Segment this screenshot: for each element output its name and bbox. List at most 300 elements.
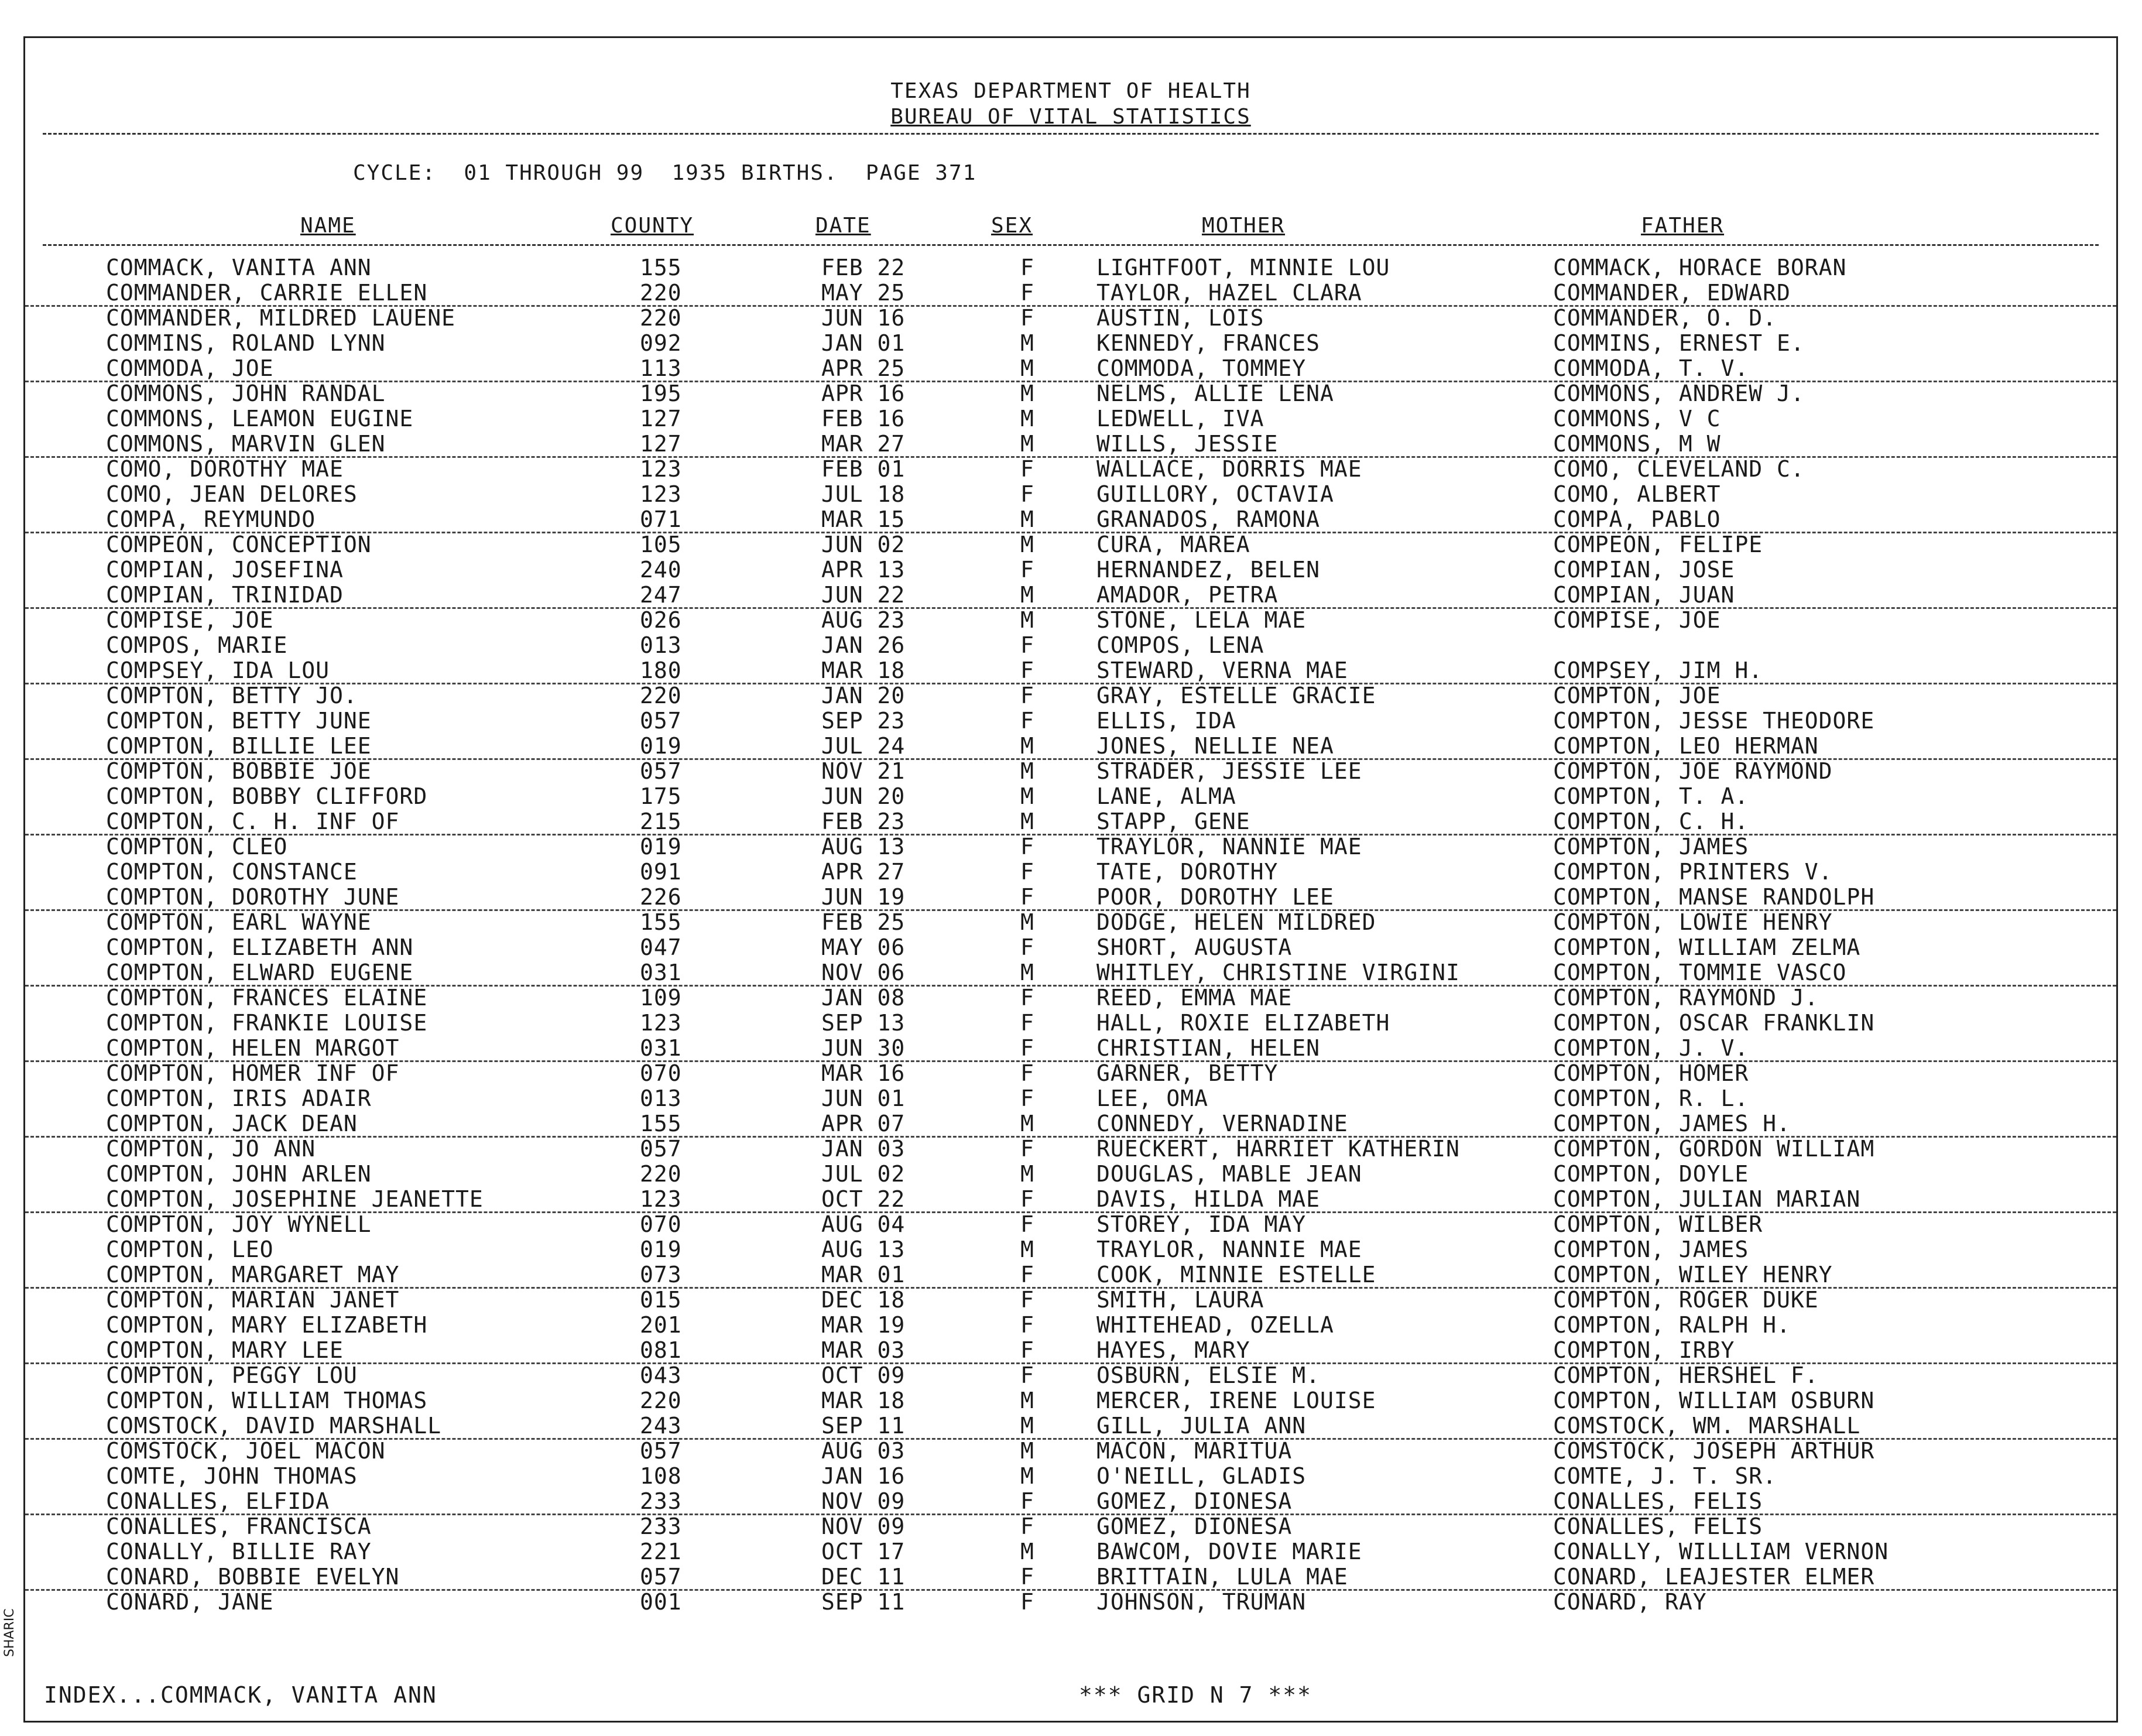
cell-father: COMPTON, GORDON WILLIAM: [1553, 1136, 1875, 1162]
table-row: [25, 305, 2116, 330]
cell-father: COMPTON, ROGER DUKE: [1553, 1287, 1819, 1313]
cell-county: 127: [640, 431, 682, 457]
cell-father: COMMONS, ANDREW J.: [1553, 381, 1805, 406]
cell-father: COMO, CLEVELAND C.: [1553, 456, 1805, 482]
cell-mother: WHITLEY, CHRISTINE VIRGINI: [1096, 960, 1460, 985]
table-row: [25, 1237, 2116, 1262]
cell-sex: F: [1020, 632, 1034, 658]
table-row: [25, 658, 2116, 684]
table-row: [25, 481, 2116, 506]
table-row: [25, 783, 2116, 809]
header-subtitle: BUREAU OF VITAL STATISTICS: [890, 105, 1251, 129]
cell-mother: LEE, OMA: [1096, 1086, 1209, 1111]
cell-county: 243: [640, 1413, 682, 1439]
cell-mother: JONES, NELLIE NEA: [1096, 733, 1334, 759]
cell-name: COMPTON, HELEN MARGOT: [106, 1035, 400, 1061]
cell-date: JUN 22: [821, 582, 906, 608]
cell-date: MAR 01: [821, 1262, 906, 1288]
cell-mother: STEWARD, VERNA MAE: [1096, 658, 1348, 683]
cell-name: CONARD, JANE: [106, 1589, 274, 1615]
header-title: TEXAS DEPARTMENT OF HEALTH: [890, 79, 1251, 103]
cell-county: 123: [640, 456, 682, 482]
cell-date: APR 13: [821, 557, 906, 583]
cell-county: 031: [640, 1035, 682, 1061]
cell-county: 057: [640, 1438, 682, 1464]
column-header-mother: MOTHER: [1202, 214, 1286, 238]
cell-sex: F: [1020, 1337, 1034, 1363]
cell-sex: F: [1020, 1287, 1034, 1313]
table-row: [25, 683, 2116, 708]
cell-sex: M: [1020, 1237, 1034, 1262]
cell-sex: F: [1020, 683, 1034, 708]
cell-father: COMPTON, J. V.: [1553, 1035, 1749, 1061]
cell-date: MAR 15: [821, 506, 906, 532]
cell-county: 127: [640, 406, 682, 432]
cell-date: JUL 02: [821, 1161, 906, 1187]
cell-sex: M: [1020, 1413, 1034, 1439]
cell-father: COMSTOCK, WM. MARSHALL: [1553, 1413, 1861, 1439]
cell-mother: GOMEZ, DIONESA: [1096, 1514, 1293, 1539]
cell-father: COMO, ALBERT: [1553, 481, 1721, 507]
cell-mother: JOHNSON, TRUMAN: [1096, 1589, 1307, 1615]
cell-sex: M: [1020, 758, 1034, 784]
table-row: [25, 532, 2116, 557]
cell-date: FEB 01: [821, 456, 906, 482]
cell-date: SEP 23: [821, 708, 906, 734]
cell-name: COMPTON, MARIAN JANET: [106, 1287, 400, 1313]
cell-date: FEB 25: [821, 909, 906, 935]
cell-mother: TAYLOR, HAZEL CLARA: [1096, 280, 1362, 306]
cell-county: 013: [640, 1086, 682, 1111]
cell-sex: F: [1020, 1035, 1034, 1061]
cell-mother: SMITH, LAURA: [1096, 1287, 1264, 1313]
cell-county: 001: [640, 1589, 682, 1615]
cell-father: COMPTON, JAMES: [1553, 1237, 1749, 1262]
cell-name: COMPTON, HOMER INF OF: [106, 1060, 400, 1086]
cell-father: CONARD, RAY: [1553, 1589, 1707, 1615]
table-row: [25, 1060, 2116, 1086]
table-row: [25, 355, 2116, 382]
cell-date: MAY 25: [821, 280, 906, 306]
table-row: [25, 909, 2116, 934]
cell-sex: M: [1020, 330, 1034, 356]
cell-county: 071: [640, 506, 682, 532]
cell-county: 070: [640, 1060, 682, 1086]
cell-county: 091: [640, 859, 682, 885]
cell-date: MAR 18: [821, 1388, 906, 1413]
cell-date: OCT 22: [821, 1186, 906, 1212]
cell-date: JAN 20: [821, 683, 906, 708]
cell-name: COMPTON, BILLIE LEE: [106, 733, 372, 759]
column-header-sex: SEX: [991, 214, 1033, 238]
cell-father: COMPTON, MANSE RANDOLPH: [1553, 884, 1875, 910]
cell-name: COMPTON, MARY LEE: [106, 1337, 344, 1363]
table-row: [25, 1362, 2116, 1388]
cell-name: CONALLY, BILLIE RAY: [106, 1539, 372, 1564]
cell-father: COMPTON, JAMES H.: [1553, 1111, 1791, 1136]
cell-mother: GOMEZ, DIONESA: [1096, 1488, 1293, 1514]
cell-sex: F: [1020, 1262, 1034, 1288]
cell-mother: DODGE, HELEN MILDRED: [1096, 909, 1376, 935]
cell-sex: F: [1020, 884, 1034, 910]
cell-sex: F: [1020, 1211, 1034, 1237]
cell-sex: M: [1020, 809, 1034, 834]
cell-date: APR 27: [821, 859, 906, 885]
cell-county: 109: [640, 985, 682, 1011]
table-row: [25, 1211, 2116, 1237]
cell-county: 215: [640, 809, 682, 834]
cell-sex: F: [1020, 1362, 1034, 1388]
table-row: [25, 1388, 2116, 1413]
cell-mother: WALLACE, DORRIS MAE: [1096, 456, 1362, 482]
cell-name: COMMINS, ROLAND LYNN: [106, 330, 386, 356]
cell-sex: F: [1020, 934, 1034, 960]
cell-mother: POOR, DOROTHY LEE: [1096, 884, 1334, 910]
cell-date: MAR 03: [821, 1337, 906, 1363]
table-row: [25, 431, 2116, 458]
cell-mother: AUSTIN, LOIS: [1096, 305, 1264, 331]
cell-name: COMPTON, C. H. INF OF: [106, 809, 400, 834]
cell-father: COMPTON, WILLIAM OSBURN: [1553, 1388, 1875, 1413]
cell-name: COMPTON, FRANCES ELAINE: [106, 985, 428, 1011]
cell-name: COMPTON, ELWARD EUGENE: [106, 960, 414, 985]
cell-sex: F: [1020, 1564, 1034, 1590]
cell-date: MAR 18: [821, 658, 906, 683]
cell-name: COMPTON, BETTY JO.: [106, 683, 358, 708]
cell-date: APR 07: [821, 1111, 906, 1136]
cell-date: AUG 04: [821, 1211, 906, 1237]
cell-name: COMSTOCK, JOEL MACON: [106, 1438, 386, 1464]
cell-mother: BAWCOM, DOVIE MARIE: [1096, 1539, 1362, 1564]
table-row: [25, 758, 2116, 783]
cell-father: COMPTON, PRINTERS V.: [1553, 859, 1833, 885]
cell-mother: OSBURN, ELSIE M.: [1096, 1362, 1321, 1388]
column-header-divider: [43, 244, 2099, 246]
cell-sex: M: [1020, 1111, 1034, 1136]
cell-father: COMPTON, WILEY HENRY: [1553, 1262, 1833, 1288]
cell-sex: M: [1020, 406, 1034, 432]
cell-mother: STOREY, IDA MAY: [1096, 1211, 1307, 1237]
cell-date: DEC 11: [821, 1564, 906, 1590]
cell-date: SEP 13: [821, 1010, 906, 1036]
cell-name: COMPIAN, JOSEFINA: [106, 557, 344, 583]
cell-county: 180: [640, 658, 682, 683]
cell-name: CONARD, BOBBIE EVELYN: [106, 1564, 400, 1590]
table-row: [25, 330, 2116, 355]
cell-sex: M: [1020, 355, 1034, 381]
cell-county: 233: [640, 1514, 682, 1539]
cell-name: COMPTON, MARY ELIZABETH: [106, 1312, 428, 1338]
table-row: [25, 1136, 2116, 1161]
cell-sex: F: [1020, 456, 1034, 482]
cell-date: FEB 23: [821, 809, 906, 834]
table-row: [25, 934, 2116, 960]
cell-sex: F: [1020, 1186, 1034, 1212]
cell-mother: REED, EMMA MAE: [1096, 985, 1293, 1011]
cell-sex: M: [1020, 1161, 1034, 1187]
cell-date: APR 25: [821, 355, 906, 381]
table-row: [25, 607, 2116, 632]
cell-mother: GILL, JULIA ANN: [1096, 1413, 1307, 1439]
cell-name: COMPIAN, TRINIDAD: [106, 582, 344, 608]
cell-date: JAN 16: [821, 1463, 906, 1489]
cell-sex: M: [1020, 582, 1034, 608]
cell-date: APR 16: [821, 381, 906, 406]
cell-father: COMPTON, HERSHEL F.: [1553, 1362, 1819, 1388]
cell-mother: TRAYLOR, NANNIE MAE: [1096, 834, 1362, 860]
cell-date: JAN 01: [821, 330, 906, 356]
cell-name: COMPTON, FRANKIE LOUISE: [106, 1010, 428, 1036]
document-frame: [23, 36, 2118, 1723]
cell-county: 015: [640, 1287, 682, 1313]
cell-mother: GARNER, BETTY: [1096, 1060, 1279, 1086]
cell-mother: GRAY, ESTELLE GRACIE: [1096, 683, 1376, 708]
cell-county: 226: [640, 884, 682, 910]
table-row: [25, 255, 2116, 280]
table-row: [25, 708, 2116, 733]
cell-sex: F: [1020, 1589, 1034, 1615]
cell-sex: M: [1020, 960, 1034, 985]
cell-sex: M: [1020, 532, 1034, 557]
cell-date: JAN 26: [821, 632, 906, 658]
cell-date: NOV 21: [821, 758, 906, 784]
cell-mother: TATE, DOROTHY: [1096, 859, 1279, 885]
cell-mother: LEDWELL, IVA: [1096, 406, 1264, 432]
table-row: [25, 1438, 2116, 1463]
cell-date: FEB 16: [821, 406, 906, 432]
cell-sex: F: [1020, 859, 1034, 885]
cell-mother: ELLIS, IDA: [1096, 708, 1236, 734]
cell-father: COMPTON, IRBY: [1553, 1337, 1735, 1363]
cell-father: COMPTON, C. H.: [1553, 809, 1749, 834]
cell-sex: M: [1020, 1438, 1034, 1464]
cell-father: COMPTON, JOE: [1553, 683, 1721, 708]
table-row: [25, 381, 2116, 406]
table-row: [25, 1589, 2116, 1614]
cell-county: 123: [640, 481, 682, 507]
cell-father: COMTE, J. T. SR.: [1553, 1463, 1777, 1489]
cell-sex: M: [1020, 506, 1034, 532]
table-row: [25, 557, 2116, 582]
cell-mother: MERCER, IRENE LOUISE: [1096, 1388, 1376, 1413]
cell-date: AUG 13: [821, 1237, 906, 1262]
cell-name: COMPTON, JOSEPHINE JEANETTE: [106, 1186, 484, 1212]
cell-father: COMMODA, T. V.: [1553, 355, 1749, 381]
cell-date: JUN 30: [821, 1035, 906, 1061]
cell-sex: F: [1020, 658, 1034, 683]
cell-father: COMPTON, WILBER: [1553, 1211, 1763, 1237]
cell-date: AUG 23: [821, 607, 906, 633]
table-row: [25, 1010, 2116, 1035]
cell-sex: M: [1020, 1388, 1034, 1413]
cell-date: JUN 02: [821, 532, 906, 557]
cell-county: 221: [640, 1539, 682, 1564]
cell-date: JUN 01: [821, 1086, 906, 1111]
cell-mother: KENNEDY, FRANCES: [1096, 330, 1321, 356]
table-row: [25, 1262, 2116, 1289]
cell-mother: CHRISTIAN, HELEN: [1096, 1035, 1321, 1061]
cell-county: 155: [640, 1111, 682, 1136]
side-label: SHARIC: [2, 1608, 17, 1657]
cell-county: 195: [640, 381, 682, 406]
cell-county: 220: [640, 683, 682, 708]
cell-county: 123: [640, 1010, 682, 1036]
cell-mother: COMMODA, TOMMEY: [1096, 355, 1307, 381]
cell-father: COMPTON, T. A.: [1553, 783, 1749, 809]
cell-name: COMMONS, JOHN RANDAL: [106, 381, 386, 406]
cell-father: COMPTON, WILLIAM ZELMA: [1553, 934, 1861, 960]
cell-father: CONALLES, FELIS: [1553, 1514, 1763, 1539]
table-row: [25, 1413, 2116, 1440]
cell-name: CONALLES, FRANCISCA: [106, 1514, 372, 1539]
table-row: [25, 506, 2116, 533]
cell-father: CONARD, LEAJESTER ELMER: [1553, 1564, 1875, 1590]
cell-date: SEP 11: [821, 1413, 906, 1439]
table-row: [25, 1161, 2116, 1186]
cell-county: 201: [640, 1312, 682, 1338]
cell-mother: DAVIS, HILDA MAE: [1096, 1186, 1321, 1212]
cell-father: COMPIAN, JOSE: [1553, 557, 1735, 583]
cell-county: 057: [640, 1564, 682, 1590]
cell-father: COMPTON, JULIAN MARIAN: [1553, 1186, 1861, 1212]
cell-county: 092: [640, 330, 682, 356]
cell-sex: F: [1020, 280, 1034, 306]
table-row: [25, 1514, 2116, 1539]
table-row: [25, 632, 2116, 658]
cell-father: COMPTON, HOMER: [1553, 1060, 1749, 1086]
table-row: [25, 1337, 2116, 1364]
cell-name: COMPTON, LEO: [106, 1237, 274, 1262]
table-row: [25, 1539, 2116, 1564]
cell-father: COMSTOCK, JOSEPH ARTHUR: [1553, 1438, 1875, 1464]
cell-sex: F: [1020, 557, 1034, 583]
cell-county: 247: [640, 582, 682, 608]
cell-mother: STAPP, GENE: [1096, 809, 1250, 834]
cell-sex: M: [1020, 1539, 1034, 1564]
cell-sex: M: [1020, 733, 1034, 759]
cell-date: DEC 18: [821, 1287, 906, 1313]
cell-mother: HERNANDEZ, BELEN: [1096, 557, 1321, 583]
cell-name: COMTE, JOHN THOMAS: [106, 1463, 358, 1489]
cell-mother: COMPOS, LENA: [1096, 632, 1264, 658]
cell-name: COMO, DOROTHY MAE: [106, 456, 344, 482]
column-header-date: DATE: [815, 214, 871, 238]
table-row: [25, 985, 2116, 1010]
cell-county: 057: [640, 1136, 682, 1162]
cell-father: COMPTON, LOWIE HENRY: [1553, 909, 1833, 935]
cell-name: COMPTON, CLEO: [106, 834, 288, 860]
cell-county: 073: [640, 1262, 682, 1288]
cell-name: COMO, JEAN DELORES: [106, 481, 358, 507]
cell-name: COMPTON, DOROTHY JUNE: [106, 884, 400, 910]
cell-date: FEB 22: [821, 255, 906, 280]
cell-father: CONALLY, WILLLIAM VERNON: [1553, 1539, 1889, 1564]
cell-date: JUL 18: [821, 481, 906, 507]
cell-mother: GRANADOS, RAMONA: [1096, 506, 1321, 532]
cell-sex: F: [1020, 481, 1034, 507]
cell-date: MAR 27: [821, 431, 906, 457]
cell-date: JUN 16: [821, 305, 906, 331]
cell-mother: MACON, MARITUA: [1096, 1438, 1293, 1464]
cell-name: COMPTON, BETTY JUNE: [106, 708, 372, 734]
cell-county: 240: [640, 557, 682, 583]
cell-name: COMPEON, CONCEPTION: [106, 532, 372, 557]
cell-father: COMPTON, JAMES: [1553, 834, 1749, 860]
cell-mother: STRADER, JESSIE LEE: [1096, 758, 1362, 784]
cell-sex: M: [1020, 783, 1034, 809]
cell-father: COMPSEY, JIM H.: [1553, 658, 1763, 683]
table-row: [25, 960, 2116, 987]
cell-county: 057: [640, 708, 682, 734]
cell-county: 105: [640, 532, 682, 557]
cell-name: COMPTON, PEGGY LOU: [106, 1362, 358, 1388]
cell-sex: F: [1020, 255, 1034, 280]
cell-county: 081: [640, 1337, 682, 1363]
cell-father: COMMANDER, O. D.: [1553, 305, 1777, 331]
table-row: [25, 1488, 2116, 1515]
cell-name: COMPSEY, IDA LOU: [106, 658, 330, 683]
cell-mother: LANE, ALMA: [1096, 783, 1236, 809]
column-header-father: FATHER: [1641, 214, 1725, 238]
cell-mother: BRITTAIN, LULA MAE: [1096, 1564, 1348, 1590]
cell-father: COMPTON, JOE RAYMOND: [1553, 758, 1833, 784]
cell-county: 155: [640, 255, 682, 280]
cell-name: COMPTON, JOHN ARLEN: [106, 1161, 372, 1187]
table-row: [25, 456, 2116, 481]
table-row: [25, 1186, 2116, 1213]
cell-mother: O'NEILL, GLADIS: [1096, 1463, 1307, 1489]
table-row: [25, 733, 2116, 760]
cell-name: COMMACK, VANITA ANN: [106, 255, 372, 280]
cell-mother: RUECKERT, HARRIET KATHERIN: [1096, 1136, 1460, 1162]
cell-county: 220: [640, 1161, 682, 1187]
cell-father: COMPTON, RAYMOND J.: [1553, 985, 1819, 1011]
table-row: [25, 1086, 2116, 1111]
cycle-line: CYCLE: 01 THROUGH 99 1935 BIRTHS. PAGE 371: [353, 161, 977, 185]
cell-county: 155: [640, 909, 682, 935]
cell-county: 013: [640, 632, 682, 658]
cell-mother: AMADOR, PETRA: [1096, 582, 1279, 608]
cell-mother: TRAYLOR, NANNIE MAE: [1096, 1237, 1362, 1262]
cell-sex: F: [1020, 1514, 1034, 1539]
cell-sex: F: [1020, 1136, 1034, 1162]
header-divider: [43, 133, 2099, 135]
cell-father: COMPTON, LEO HERMAN: [1553, 733, 1819, 759]
cell-name: COMPTON, BOBBIE JOE: [106, 758, 372, 784]
cell-sex: F: [1020, 1488, 1034, 1514]
cell-date: AUG 13: [821, 834, 906, 860]
cell-date: JUN 20: [821, 783, 906, 809]
cell-sex: F: [1020, 1060, 1034, 1086]
cell-mother: COOK, MINNIE ESTELLE: [1096, 1262, 1376, 1288]
cell-father: COMPEON, FELIPE: [1553, 532, 1763, 557]
cell-date: MAR 16: [821, 1060, 906, 1086]
cell-county: 047: [640, 934, 682, 960]
cell-date: NOV 09: [821, 1488, 906, 1514]
cell-mother: HAYES, MARY: [1096, 1337, 1250, 1363]
cell-county: 031: [640, 960, 682, 985]
cell-father: COMMINS, ERNEST E.: [1553, 330, 1805, 356]
cell-father: COMMONS, V C: [1553, 406, 1721, 432]
cell-mother: WILLS, JESSIE: [1096, 431, 1279, 457]
cell-mother: STONE, LELA MAE: [1096, 607, 1307, 633]
cell-name: COMPTON, MARGARET MAY: [106, 1262, 400, 1288]
cell-sex: F: [1020, 708, 1034, 734]
cell-name: COMSTOCK, DAVID MARSHALL: [106, 1413, 442, 1439]
cell-name: COMPTON, BOBBY CLIFFORD: [106, 783, 428, 809]
cell-date: NOV 06: [821, 960, 906, 985]
cell-date: AUG 03: [821, 1438, 906, 1464]
